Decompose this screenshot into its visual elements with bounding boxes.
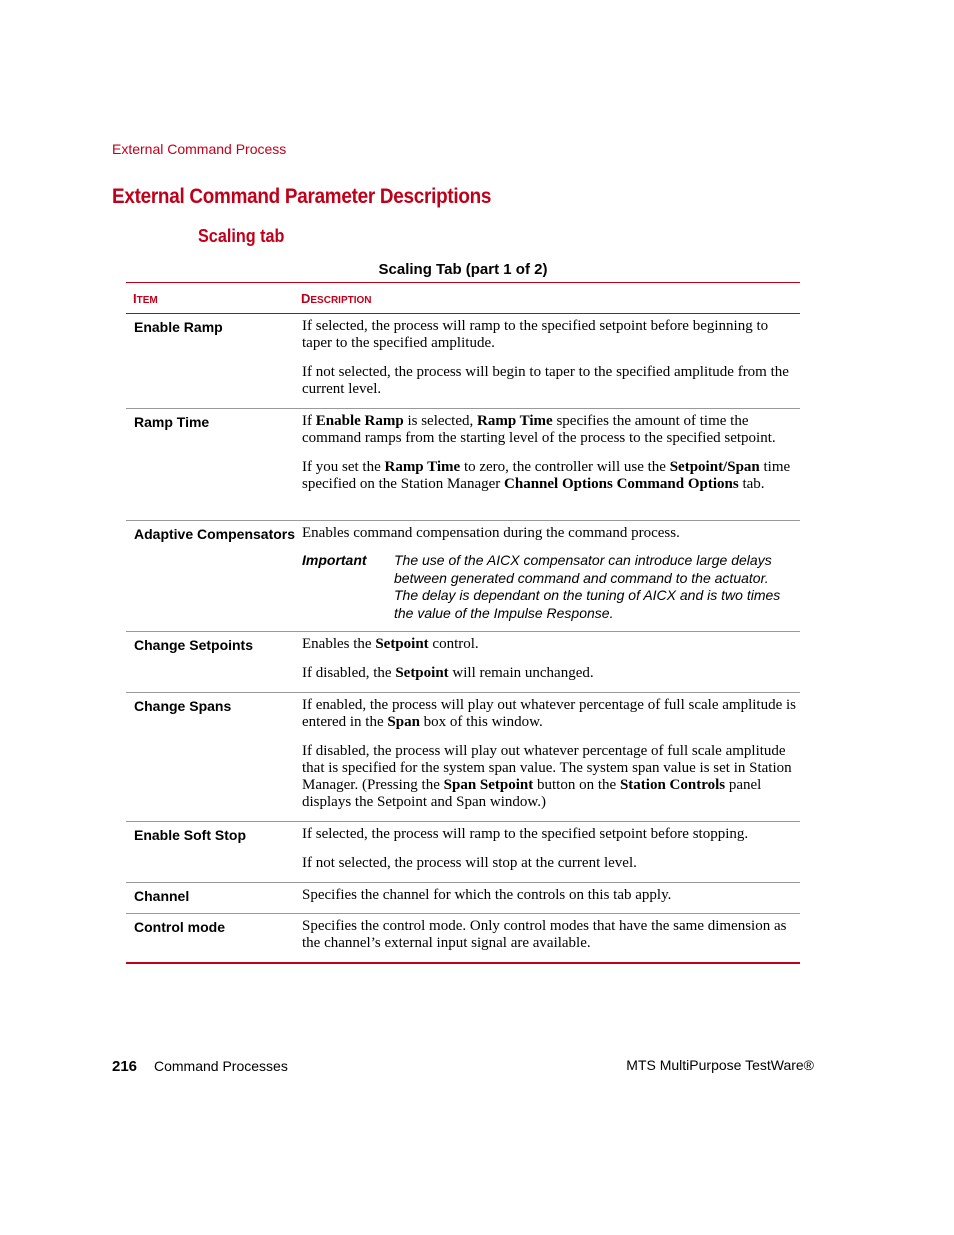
table-row: [126, 693, 800, 822]
item-name: Ramp Time: [134, 414, 210, 430]
table-row: [126, 314, 800, 409]
item-name: Change Setpoints: [134, 637, 254, 653]
item-name: Change Spans: [134, 698, 232, 714]
footer-product: MTS MultiPurpose TestWare®: [626, 1057, 814, 1073]
table-caption: Scaling Tab (part 1 of 2): [378, 261, 548, 278]
item-name: Adaptive Compensators: [134, 526, 296, 542]
page-number: 216: [112, 1058, 138, 1075]
item-name: Enable Soft Stop: [134, 827, 246, 843]
item-description: Specifies the channel for which the controls on this tab apply.: [302, 887, 672, 903]
parameter-table: [126, 282, 800, 964]
column-header-item: ITEM: [133, 291, 158, 306]
section-title: External Command Parameter Descriptions: [112, 185, 492, 208]
column-header-description: DESCRIPTION: [301, 291, 372, 306]
item-description: If Enable Ramp is selected, Ramp Time specifies the amount of time the command ramps from the starting level of the process to the specified setpoint. If you set the Ramp Time to zero, the controller will use the Setpoint/Span time specified on the Station Manager Channel Options Command Options tab.: [302, 413, 791, 492]
note-text: The use of the AICX compensator can introduce large delays between generated command and command to the actuator. The delay is dependant on the tuning of AICX and is two times the value of the Impulse Response.: [394, 552, 781, 621]
item-name: Channel: [134, 888, 190, 904]
note-label: Important: [302, 552, 367, 568]
item-description: Specifies the control mode. Only control modes that have the same dimension as the channel’s external input signal are available.: [302, 918, 787, 951]
table-row: [126, 822, 800, 883]
table-row: [126, 521, 800, 632]
running-head: External Command Process: [112, 141, 287, 157]
item-description: If enabled, the process will play out whatever percentage of full scale amplitude is entered in the Span box of this window. If disabled, the process will play out whatever percentage of full scale amplitude that is specified for the system span value. The system span value is set in Station Manager. (Pressing the Span Setpoint button on the Station Controls panel displays the Setpoint and Span window.): [302, 697, 796, 810]
important-note: [302, 552, 800, 622]
subsection-title: Scaling tab: [198, 226, 285, 246]
table-row: [126, 914, 800, 962]
item-name: Enable Ramp: [134, 319, 223, 335]
item-description: If selected, the process will ramp to the specified setpoint before beginning to taper to the specified amplitude. If not selected, the process will begin to taper to the specified amplitude from the current level.: [302, 318, 789, 397]
item-description: Enables the Setpoint control. If disabled, the Setpoint will remain unchanged.: [302, 636, 594, 681]
item-description: Enables command compensation during the command process. Important The use of the AICX compensator can introduce large delays between generated command and command to the actuator. The delay is dependant on the tuning of AICX and is two times the value of the Impulse Response.: [302, 525, 800, 622]
table-header: [126, 283, 800, 314]
footer-chapter: Command Processes: [154, 1058, 288, 1074]
table-row: [126, 632, 800, 693]
table-row: [126, 883, 800, 914]
table-row: [126, 409, 800, 521]
item-description: If selected, the process will ramp to the specified setpoint before stopping. If not selected, the process will stop at the current level.: [302, 826, 749, 871]
item-name: Control mode: [134, 919, 225, 935]
